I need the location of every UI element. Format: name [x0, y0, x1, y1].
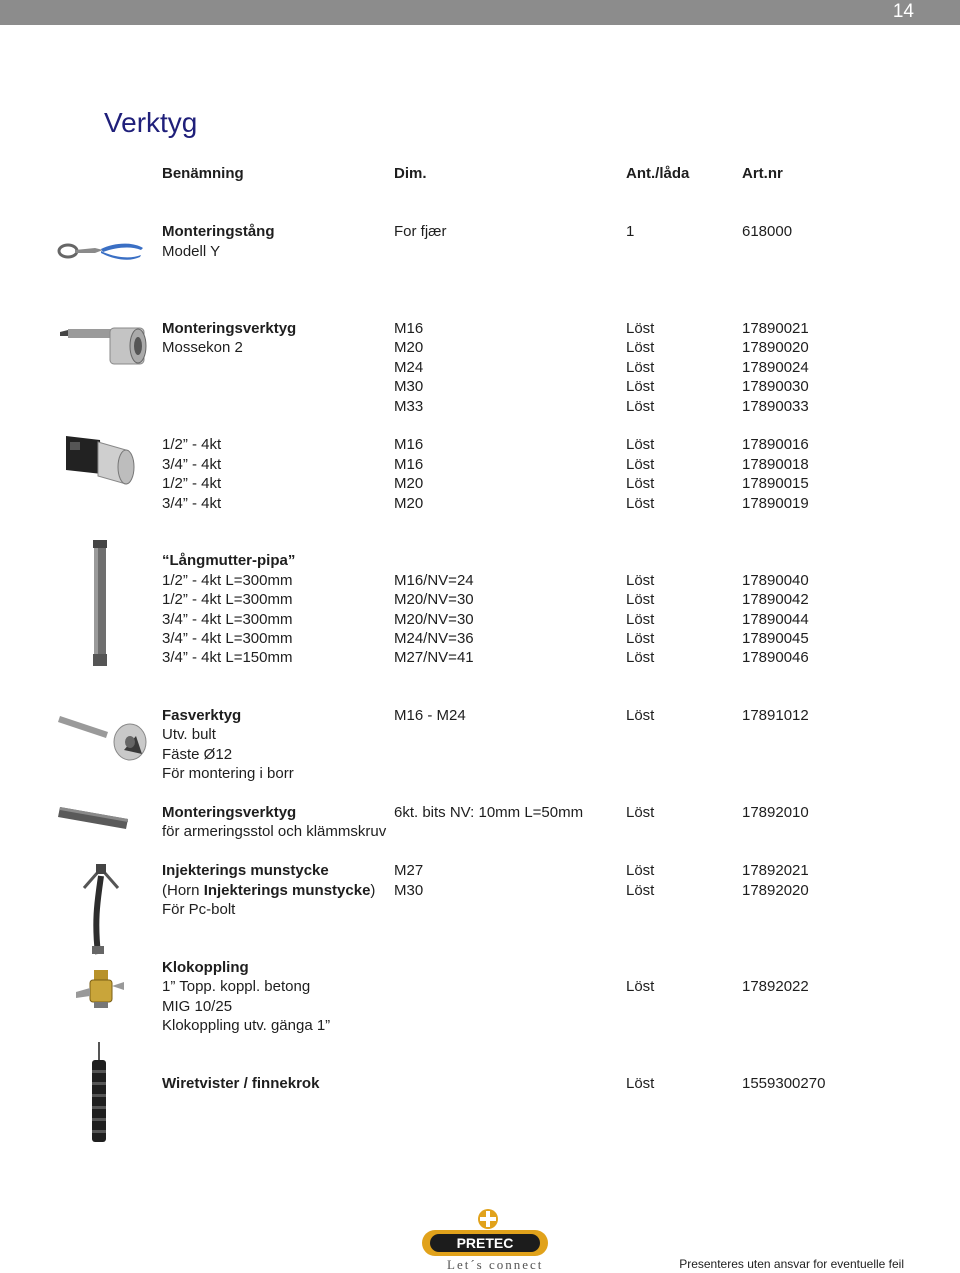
row-art: 17890045	[742, 630, 809, 647]
item-qty: Löst	[626, 804, 655, 821]
row-name: 1/2” - 4kt	[162, 475, 222, 492]
socket-image	[60, 428, 142, 490]
row-dim: M20/NV=30	[394, 591, 474, 608]
pliers-image	[55, 238, 145, 262]
row-art: 17892021	[742, 862, 809, 879]
row-dim: M24	[394, 359, 424, 376]
item-qty: Löst	[626, 707, 655, 724]
item-name: Wiretvister / finnekrok	[162, 1075, 320, 1092]
row-dim: M20	[394, 495, 424, 512]
column-header-dim: Dim.	[394, 165, 427, 182]
column-header-art: Art.nr	[742, 165, 783, 182]
brand-text: PRETEC	[456, 1235, 514, 1251]
item-subname: För montering i borr	[162, 765, 294, 782]
row-dim: M20/NV=30	[394, 611, 474, 628]
item-name: Injekterings munstycke	[162, 862, 329, 879]
row-dim: M33	[394, 398, 424, 415]
row-name: 1/2” - 4kt L=300mm	[162, 572, 293, 589]
item-dim: M16 - M24	[394, 707, 466, 724]
row-dim: M16/NV=24	[394, 572, 474, 589]
page-number: 14	[892, 1, 914, 22]
long-socket-image	[88, 538, 112, 668]
chamfer-tool-image	[58, 706, 154, 766]
item-subname: (Horn Injekterings munstycke)	[162, 882, 376, 899]
top-bar	[0, 0, 960, 25]
row-qty: Löst	[626, 630, 655, 647]
item-name: Monteringsverktyg	[162, 320, 297, 337]
item-subname: Modell Y	[162, 243, 221, 260]
row-art: 17890042	[742, 591, 809, 608]
item-heading: “Långmutter-pipa”	[162, 552, 296, 569]
row-name: 3/4” - 4kt L=150mm	[162, 649, 293, 666]
row-name: 1/2” - 4kt	[162, 436, 222, 453]
row-qty: Löst	[626, 591, 655, 608]
row-dim: M16	[394, 456, 424, 473]
row-name: 3/4” - 4kt	[162, 495, 222, 512]
item-qty: Löst	[626, 1075, 655, 1092]
item-art: 17891012	[742, 707, 809, 724]
row-qty: Löst	[626, 572, 655, 589]
row-qty: Löst	[626, 359, 655, 376]
item-subname: Mossekon 2	[162, 339, 243, 356]
footer-note: Presenteres uten ansvar for eventuelle feil	[679, 1257, 904, 1271]
item-name: Klokoppling	[162, 959, 249, 976]
row-art: 17890021	[742, 320, 809, 337]
row-art: 17892020	[742, 882, 809, 899]
row-dim: M16	[394, 436, 424, 453]
row-qty: Löst	[626, 398, 655, 415]
row-qty: Löst	[626, 339, 655, 356]
row-art: 17890044	[742, 611, 809, 628]
row-qty: Löst	[626, 456, 655, 473]
item-art: 1559300270	[742, 1075, 826, 1092]
item-name: Fasverktyg	[162, 707, 242, 724]
row-name: 3/4” - 4kt L=300mm	[162, 630, 293, 647]
claw-coupling-image	[72, 966, 128, 1012]
row-qty: Löst	[626, 882, 655, 899]
column-header-name: Benämning	[162, 165, 244, 182]
row-name: 3/4” - 4kt	[162, 456, 222, 473]
item-dim: 6kt. bits NV: 10mm L=50mm	[394, 804, 584, 821]
item-art: 17892010	[742, 804, 809, 821]
column-header-qty: Ant./låda	[626, 165, 690, 182]
row-qty: Löst	[626, 495, 655, 512]
slogan: Let´s connect	[447, 1257, 544, 1272]
row-dim: M16	[394, 320, 424, 337]
row-dim: M27	[394, 862, 424, 879]
item-art: 618000	[742, 223, 793, 240]
row-art: 17890016	[742, 436, 809, 453]
item-name: Monteringsverktyg	[162, 804, 297, 821]
row-art: 17890033	[742, 398, 809, 415]
row-art: 17890020	[742, 339, 809, 356]
item-qty: 1	[626, 223, 635, 240]
row-art: 17890046	[742, 649, 809, 666]
row-qty: Löst	[626, 436, 655, 453]
row-name: 3/4” - 4kt L=300mm	[162, 611, 293, 628]
bit-tool-image	[58, 803, 132, 833]
row-art: 17890030	[742, 378, 809, 395]
item-subname: Fäste Ø12	[162, 746, 233, 763]
row-dim: M24/NV=36	[394, 630, 474, 647]
row-dim: M30	[394, 882, 424, 899]
wire-twister-image	[88, 1040, 110, 1146]
row-name: 1/2” - 4kt L=300mm	[162, 591, 293, 608]
item-subname: för armeringsstol och klämmskruv	[162, 823, 387, 840]
row-dim: M20	[394, 339, 424, 356]
row-art: 17890018	[742, 456, 809, 473]
item-qty: Löst	[626, 978, 655, 995]
row-qty: Löst	[626, 475, 655, 492]
item-subname: MIG 10/25	[162, 998, 233, 1015]
row-dim: M20	[394, 475, 424, 492]
row-qty: Löst	[626, 378, 655, 395]
row-dim: M30	[394, 378, 424, 395]
item-name: Monteringstång	[162, 223, 275, 240]
item-subname: Klokoppling utv. gänga 1”	[162, 1017, 331, 1034]
item-dim: For fjær	[394, 223, 447, 240]
mossekon-tool-image	[58, 312, 153, 372]
row-qty: Löst	[626, 649, 655, 666]
row-qty: Löst	[626, 320, 655, 337]
row-qty: Löst	[626, 862, 655, 879]
item-art: 17892022	[742, 978, 809, 995]
row-art: 17890019	[742, 495, 809, 512]
row-art: 17890040	[742, 572, 809, 589]
row-art: 17890015	[742, 475, 809, 492]
row-art: 17890024	[742, 359, 809, 376]
row-dim: M27/NV=41	[394, 649, 474, 666]
row-qty: Löst	[626, 611, 655, 628]
item-subname: 1” Topp. koppl. betong	[162, 978, 311, 995]
page-title: Verktyg	[104, 107, 198, 138]
item-subname: För Pc-bolt	[162, 901, 236, 918]
item-subname: Utv. bult	[162, 726, 216, 743]
injection-nozzle-image	[76, 858, 126, 958]
